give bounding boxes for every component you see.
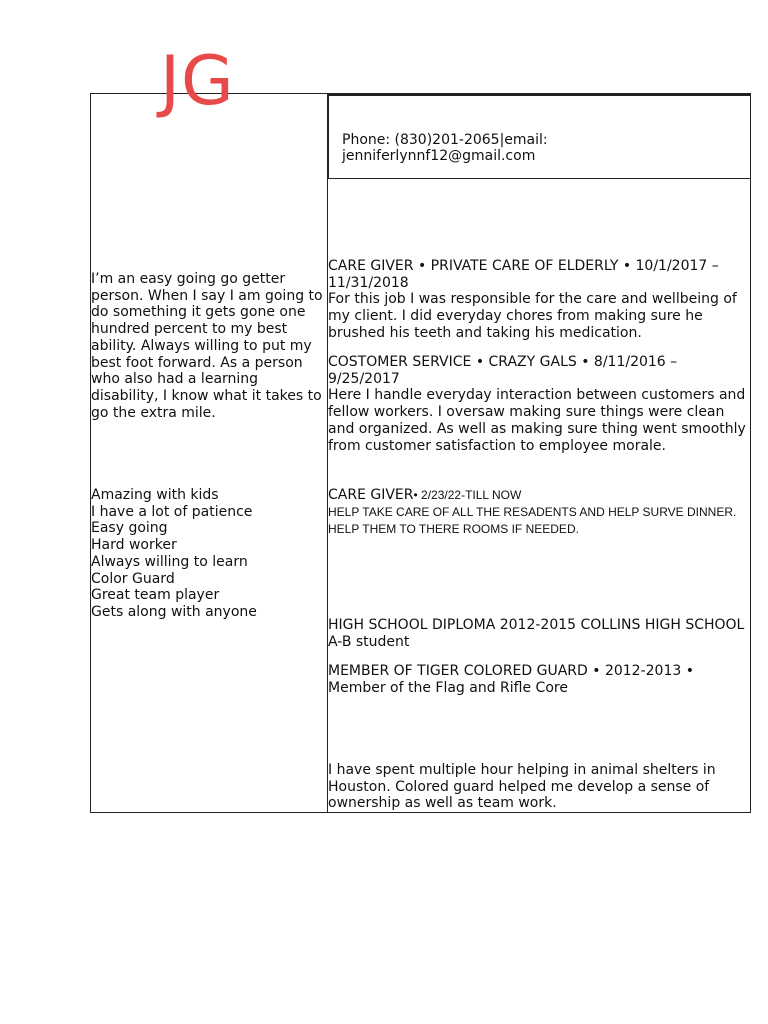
experience-date: • 2/23/22-TILL NOW xyxy=(413,488,522,502)
education-title: HIGH SCHOOL DIPLOMA 2012-2015 COLLINS HIGH SCHOOL xyxy=(328,617,745,633)
experience-title: CARE GIVER • PRIVATE CARE OF ELDERLY • 10/1/2017 – 11/31/2018 xyxy=(328,258,719,291)
experience-entry xyxy=(328,258,751,342)
contact-phone-email: Phone: (830)201-2065|email: xyxy=(342,132,548,148)
skills-list xyxy=(91,487,329,621)
skill-item: Always willing to learn xyxy=(91,553,248,570)
volunteer-text: I have spent multiple hour helping in animal shelters in Houston. Colored guard helped me develop a sense of ownership as well as team work. xyxy=(328,762,716,812)
education-entry xyxy=(328,663,751,696)
experience-title: COSTOMER SERVICE • CRAZY GALS • 8/11/2016 – 9/25/2017 xyxy=(328,354,678,387)
skill-item: Great team player xyxy=(91,587,220,604)
skill-item: Gets along with anyone xyxy=(91,603,257,620)
education-entry xyxy=(328,617,751,650)
experience-title: CARE GIVER xyxy=(328,487,414,503)
skill-item: Easy going xyxy=(91,520,168,537)
profile-text: I’m an easy going go getter person. When I say I am going to do something it gets gone one hundred percent to my best ability. Always willing to put my best foot forward. As a person who also had a learning disability, I know what it takes to go the extra mile. xyxy=(91,271,323,421)
education-description: A-B student xyxy=(328,633,410,650)
skill-item: Color Guard xyxy=(91,570,175,587)
experience-entry xyxy=(328,354,751,454)
education-title: MEMBER OF TIGER COLORED GUARD • 2012-2013 • xyxy=(328,663,694,679)
skill-item: I have a lot of patience xyxy=(91,503,253,520)
experience-title-line xyxy=(328,487,751,504)
monogram-initials: JG xyxy=(160,42,235,121)
experience-description: Here I handle everyday interaction between customers and fellow workers. I oversaw making sure things were clean and organized. As well as making sure thing went smoothly from customer satisfaction to employee morale. xyxy=(328,387,746,454)
skill-item: Amazing with kids xyxy=(91,487,219,503)
experience-description: For this job I was responsible for the care and wellbeing of my client. I did everyday chores from making sure he brushed his teeth and taking his medication. xyxy=(328,291,737,341)
education-description: Member of the Flag and Rifle Core xyxy=(328,679,568,696)
contact-box xyxy=(328,94,751,179)
skill-item: Hard worker xyxy=(91,537,177,554)
experience-entry xyxy=(328,487,751,538)
experience-description: HELP TAKE CARE OF ALL THE RESADENTS AND HELP SURVE DINNER. HELP THEM TO THERE ROOMS IF NEEDED. xyxy=(328,505,737,536)
contact-email: jenniferlynnf12@gmail.com xyxy=(342,148,536,164)
